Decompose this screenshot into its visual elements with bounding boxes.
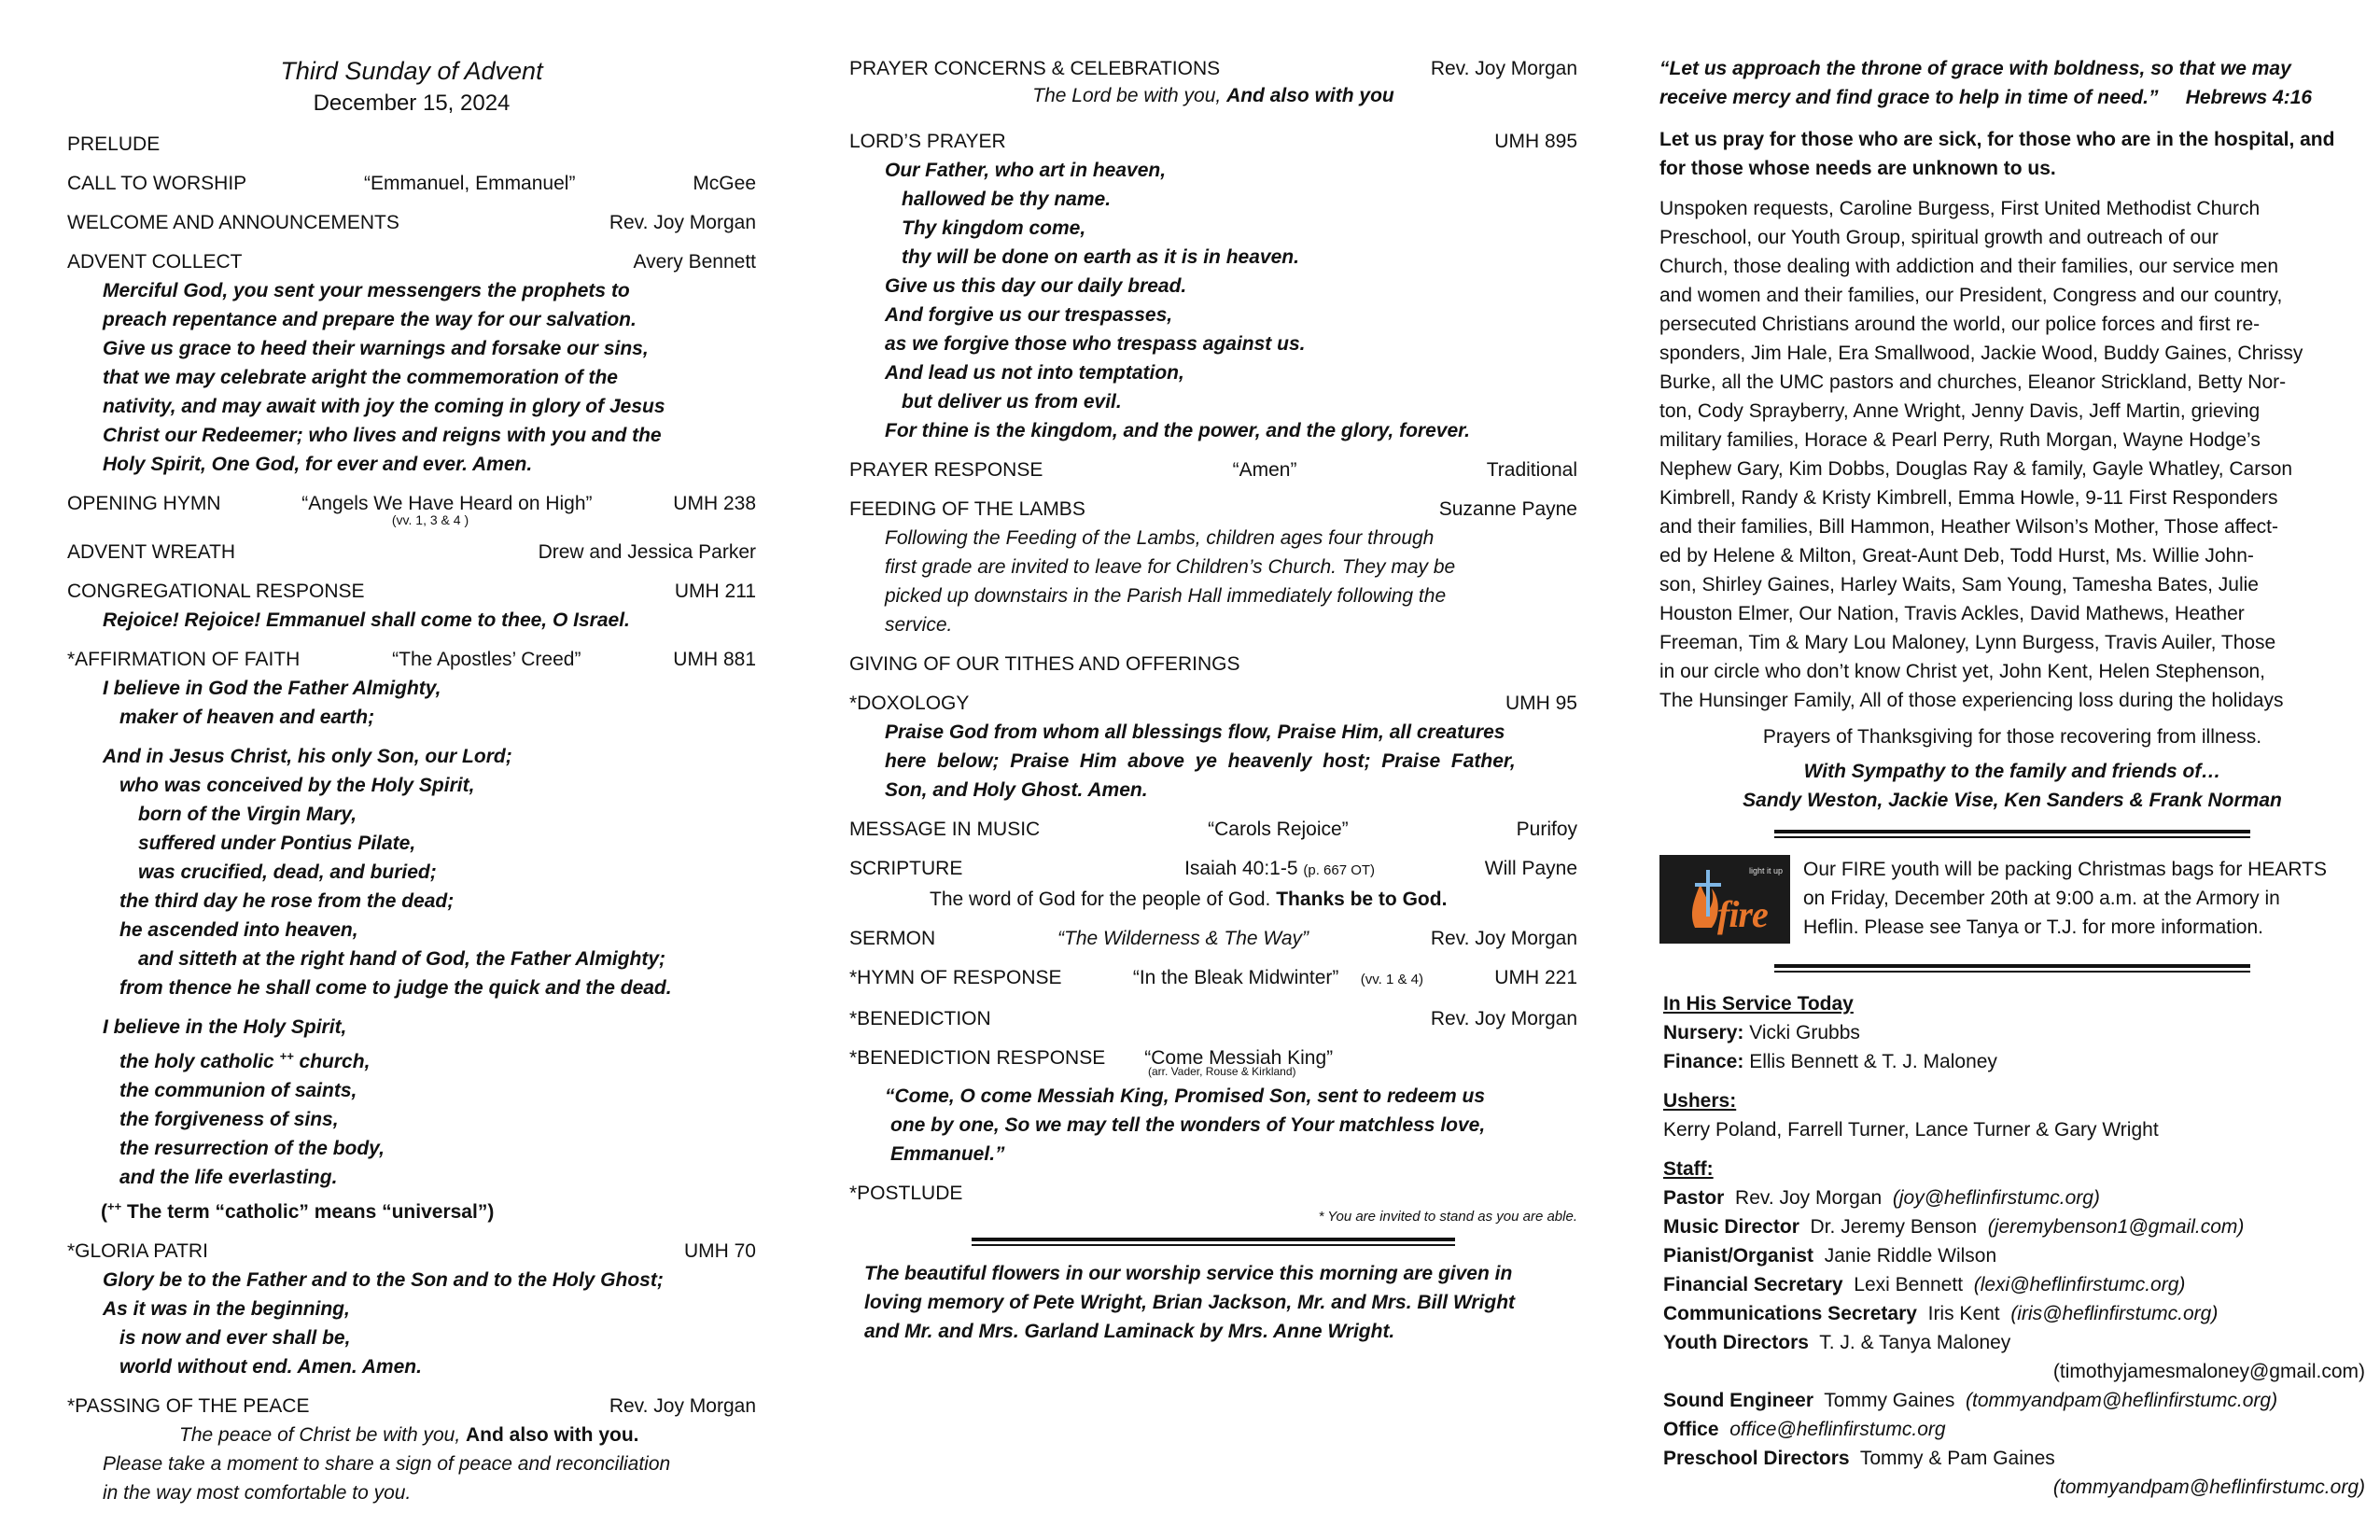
benediction-response-text: “Come, O come Messiah King, Promised Son, sent to redeem us one by one, So we may tell the wonders of Your matchless love, Emmanuel.” <box>885 1085 1486 1165</box>
staff-financial-secretary: Financial Secretary Lexi Bennett (lexi@heflinfirstumc.org) <box>1663 1274 2186 1295</box>
thanksgiving-prayers: Prayers of Thanksgiving for those recovering from illness. <box>1762 726 2262 748</box>
doxology: *DOXOLOGY UMH 95 <box>849 693 1577 714</box>
youth-directors-email: (timothyjamesmaloney@gmail.com) <box>2052 1361 2365 1382</box>
passing-of-the-peace: *PASSING OF THE PEACE Rev. Joy Morgan <box>67 1395 756 1417</box>
ushers-list: Kerry Poland, Farrell Turner, Lance Turner & Gary Wright <box>1663 1119 2159 1141</box>
flowers-dedication: The beautiful flowers in our worship service this morning are given in loving memory of Pete Wright, Brian Jackson, Mr. and Mrs. Bill Wright and Mr. and Mrs. Garland Laminack by Mrs. Anne Wright. <box>864 1263 1516 1342</box>
staff-pianist: Pianist/Organist Janie Riddle Wilson <box>1663 1245 1997 1267</box>
stand-note: * You are invited to stand as you are able. <box>1318 1209 1577 1225</box>
call-to-worship: CALL TO WORSHIP “Emmanuel, Emmanuel” McGee <box>67 173 756 194</box>
catholic-footnote: (++ The term “catholic” means “universal”) <box>101 1199 495 1223</box>
column-prayer-and-staff <box>1659 54 2365 1502</box>
sermon: SERMON “The Wilderness & The Way” Rev. Joy Morgan <box>849 928 1577 949</box>
congregational-response: CONGREGATIONAL RESPONSE UMH 211 <box>67 581 756 602</box>
peace-response: The peace of Christ be with you, And also with you. <box>179 1424 639 1446</box>
affirmation-of-faith: *AFFIRMATION OF FAITH “The Apostles’ Creed” UMH 881 <box>67 649 756 670</box>
hymn-of-response: *HYMN OF RESPONSE “In the Bleak Midwinter” (vv. 1 & 4) UMH 221 <box>849 967 1577 988</box>
staff-pastor: Pastor Rev. Joy Morgan (joy@heflinfirstumc.org) <box>1663 1187 2100 1209</box>
scripture: SCRIPTURE Isaiah 40:1-5 (p. 667 OT) Will Payne <box>849 858 1577 879</box>
column-order-of-worship-1 <box>67 54 756 1507</box>
message-in-music: MESSAGE IN MUSIC “Carols Rejoice” Purifoy <box>849 819 1577 840</box>
staff-heading: Staff: <box>1663 1158 1714 1180</box>
fire-youth-text: Our FIRE youth will be packing Christmas bags for HEARTS on Friday, December 20th at 9:00 a.m. at the Armory in Heflin. Please see Tanya or T.J. for more information. <box>1803 859 2327 938</box>
tithes-and-offerings: GIVING OF OUR TITHES AND OFFERINGS <box>849 653 1240 675</box>
opening-hymn: OPENING HYMN “Angels We Have Heard on High” UMH 238 <box>67 493 756 514</box>
postlude: *POSTLUDE <box>849 1183 963 1204</box>
advent-collect-text: Merciful God, you sent your messengers the prophets to preach repentance and prepare the way for our salvation. Give us grace to heed their warnings and forsake our sins, that we may celebrate aright the commemoration of the nativity, and may await with joy the coming in glory of Jesus Christ our Redeemer; who lives and reigns with you and the Holy Spirit, One God, for ever and ever. Amen. <box>103 280 665 475</box>
benediction-response-arranger: (arr. Vader, Rouse & Kirkland) <box>1148 1065 1296 1078</box>
fire-youth-logo <box>1659 855 1790 944</box>
service-heading: In His Service Today <box>1663 993 1854 1015</box>
welcome: WELCOME AND ANNOUNCEMENTS Rev. Joy Morgan <box>67 212 756 233</box>
lords-prayer-text: Our Father, who art in heaven, hallowed be thy name. Thy kingdom come, thy will be done on earth as it is in heaven. Give us this day our daily bread. And forgive us our trespasses, as we forgive those who trespass against us. And lead us not into temptation, but deliver us from evil. For thine is the kingdom, and the power, and the glory, forever. <box>885 160 1470 441</box>
sympathy-notice: With Sympathy to the family and friends of… Sandy Weston, Jackie Vise, Ken Sanders & Frank Norman <box>1743 761 2282 811</box>
prayer-concerns-response: The Lord be with you, And also with you <box>1032 85 1394 106</box>
apostles-creed: I believe in God the Father Almighty, maker of heaven and earth; And in Jesus Christ, his only Son, our Lord; who was conceived by the Holy Spirit, born of the Virgin Mary, suffered under Pontius Pilate, was crucified, dead, and buried; the third day he rose from the dead; he ascended into heaven, and sitteth at the right hand of God, the Father Almighty; from thence he shall come to judge the quick and the dead. I believe in the Holy Spirit, the holy catholic ++ church, the communion of saints, the forgiveness of sins, the resurrection of the body, and the life everlasting. <box>103 678 672 1188</box>
advent-collect-heading: ADVENT COLLECT Avery Bennett <box>67 251 756 273</box>
divider-flowers <box>972 1238 1455 1246</box>
in-his-service <box>1659 989 2365 1502</box>
staff-office: Office office@heflinfirstumc.org <box>1663 1419 1946 1440</box>
opening-hymn-verses: (vv. 1, 3 & 4 ) <box>391 512 469 527</box>
doxology-text: Praise God from whom all blessings flow, Praise Him, all creatures here below; Praise Him above ye heavenly host; Praise Father, Son, and Holy Ghost. Amen. <box>885 721 1516 801</box>
fire-logo-tagline: light it up <box>1749 866 1784 875</box>
benediction-response: *BENEDICTION RESPONSE “Come Messiah King” <box>849 1047 1334 1069</box>
fire-youth-announcement <box>1659 855 2365 944</box>
scripture-response: The word of God for the people of God. Thanks be to God. <box>930 889 1448 910</box>
scripture-quote: “Let us approach the throne of grace with boldness, so that we may receive mercy and find grace to help in time of need.” Hebrews 4:16 <box>1659 58 2313 108</box>
advent-wreath: ADVENT WREATH Drew and Jessica Parker <box>67 541 756 563</box>
peace-instruction: Please take a moment to share a sign of peace and reconciliation <box>103 1453 671 1475</box>
staff-youth-directors: Youth Directors T. J. & Tanya Maloney <box>1663 1332 2011 1353</box>
finance: Finance: Ellis Bennett & T. J. Maloney <box>1663 1051 1997 1072</box>
peace-instruction-2: in the way most comfortable to you. <box>103 1482 412 1504</box>
ushers-heading: Ushers: <box>1663 1090 1737 1112</box>
fire-logo-text: fire <box>1717 893 1768 935</box>
staff-communications: Communications Secretary Iris Kent (iris@heflinfirstumc.org) <box>1663 1303 2219 1324</box>
gloria-patri: *GLORIA PATRI UMH 70 <box>67 1240 756 1262</box>
congregational-response-text: Rejoice! Rejoice! Emmanuel shall come to thee, O Israel. <box>103 609 630 631</box>
staff-preschool-directors: Preschool Directors Tommy & Pam Gaines <box>1663 1448 2055 1469</box>
gloria-patri-text: Glory be to the Father and to the Son and to the Holy Ghost; As it was in the beginning, is now and ever shall be, world without end. Amen. Amen. <box>103 1269 664 1378</box>
nursery: Nursery: Vicki Grubbs <box>1663 1022 1860 1043</box>
benediction: *BENEDICTION Rev. Joy Morgan <box>849 1008 1577 1029</box>
prayer-response: PRAYER RESPONSE “Amen” Traditional <box>849 459 1577 481</box>
staff-sound-engineer: Sound Engineer Tommy Gaines (tommyandpam@heflinfirstumc.org) <box>1663 1390 2278 1411</box>
feeding-of-the-lambs-text: Following the Feeding of the Lambs, children ages four through first grade are invited to leave for Children’s Church. They may be picked up downstairs in the Parish Hall immediately following the service. <box>885 527 1456 636</box>
bulletin-title: Third Sunday of Advent <box>280 57 543 85</box>
feeding-of-the-lambs: FEEDING OF THE LAMBS Suzanne Payne <box>849 498 1577 520</box>
lords-prayer: LORD’S PRAYER UMH 895 <box>849 131 1577 152</box>
preschool-directors-email: (tommyandpam@heflinfirstumc.org) <box>2052 1477 2365 1498</box>
column-order-of-worship-2 <box>849 54 1577 1346</box>
divider-service <box>1774 964 2250 973</box>
prayer-concerns: PRAYER CONCERNS & CELEBRATIONS Rev. Joy Morgan <box>849 58 1577 79</box>
prayer-requests: Unspoken requests, Caroline Burgess, First United Methodist Church Preschool, our Youth Group, spiritual growth and outreach of our Church, those dealing with addiction and their families, our service men and women and their families, our President, Congress and our country, persecuted Christians around the world, our police forces and first re- sponders, Jim Hale, Era Smallwood, Jackie Wood, Buddy Gaines, Chrissy Burke, all the UMC pastors and churches, Eleanor Strickland, Betty Nor- ton, Cody Sprayberry, Anne Wright, Jenny Davis, Jeff Martin, grieving military families, Horace & Pearl Perry, Ruth Morgan, Wayne Hodge’s Nephew Gary, Kim Dobbs, Douglas Ray & family, Gayle Whatley, Carson Kimbrell, Randy & Kristy Kimbrell, Emma Howle, 9-11 First Responders and their families, Bill Hammon, Heather Wilson’s Mother, Those affect- ed by Helene & Milton, Great-Aunt Deb, Todd Hurst, Ms. Willie John- son, Shirley Gaines, Harley Waits, Sam Young, Tamesha Bates, Julie Houston Elmer, Our Nation, Travis Ackles, David Mathews, Heather Freeman, Tim & Mary Lou Maloney, Lynn Burgess, Travis Auiler, Those in our circle who don’t know Christ yet, John Kent, Helen Stephenson, The Hunsinger Family, All of those experiencing loss during the holidays <box>1659 198 2303 711</box>
divider-fire <box>1774 830 2250 838</box>
staff-music-director: Music Director Dr. Jeremy Benson (jeremybenson1@gmail.com) <box>1663 1216 2245 1238</box>
prelude: PRELUDE <box>67 133 161 155</box>
prayer-intro: Let us pray for those who are sick, for those who are in the hospital, and for those whose needs are unknown to us. <box>1659 129 2335 179</box>
bulletin-date: December 15, 2024 <box>313 91 511 116</box>
